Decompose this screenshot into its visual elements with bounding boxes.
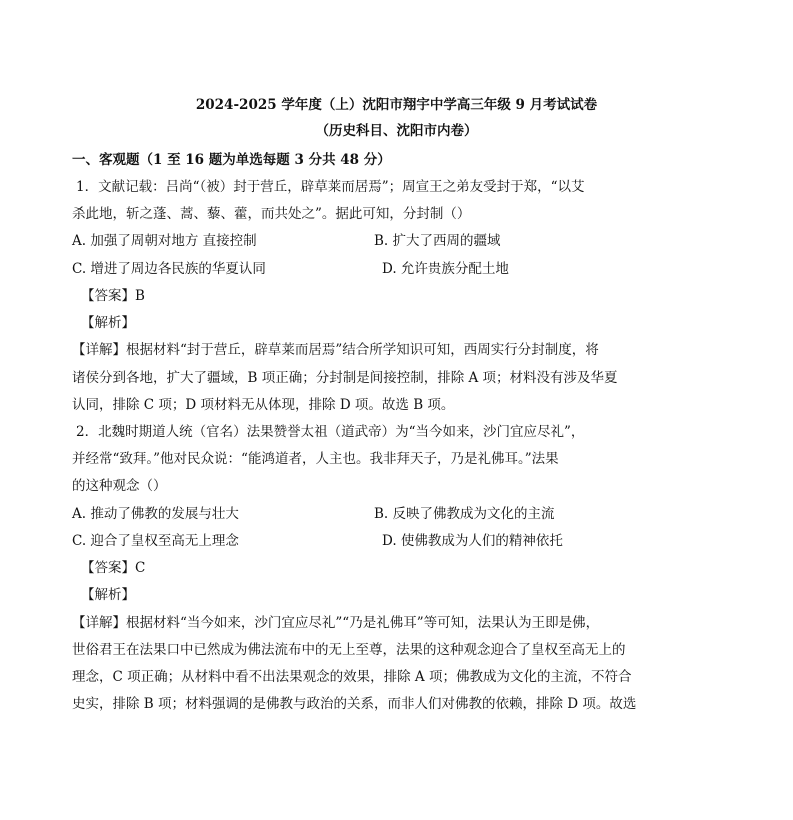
q2-option-b: B. 反映了佛教成为文化的主流 (374, 506, 555, 522)
q2-option-a: A. 推动了佛教的发展与壮大 (72, 506, 239, 522)
q2-detail-line-3: 理念，C 项正确；从材料中看不出法果观念的效果，排除 A 项；佛教成为文化的主流，不符合 (72, 669, 632, 685)
q1-detail-line-2: 诸侯分到各地，扩大了疆域，B 项正确；分封制是间接控制，排除 A 项；材料没有涉及华夏 (72, 370, 618, 386)
q2-stem-line-3: 的这种观念（） (72, 478, 167, 494)
q1-option-a: A. 加强了周朝对地方 直接控制 (72, 233, 257, 249)
q2-stem-line-1: 2．北魏时期道人统（官名）法果赞誉太祖（道武帝）为“当今如来，沙门宜应尽礼”， (76, 424, 585, 440)
q1-stem-line-1: 1．文献记载：吕尚“（被）封于营丘，辟草莱而居焉”；周宣王之弟友受封于郑，“以艾 (76, 179, 585, 195)
q1-answer: 【答案】B (81, 288, 145, 304)
q2-detail-line-2: 世俗君王在法果口中已然成为佛法流布中的无上至尊，法果的这种观念迎合了皇权至高无上的 (72, 642, 626, 658)
q1-detail-line-1: 【详解】根据材料“封于营丘，辟草莱而居焉”结合所学知识可知，西周实行分封制度，将 (72, 342, 599, 358)
exam-subtitle: （历史科目、沈阳市内卷） (315, 123, 478, 139)
exam-title: 2024-2025 学年度（上）沈阳市翔宇中学高三年级 9 月考试试卷 (195, 97, 598, 113)
q2-detail-line-1: 【详解】根据材料“当今如来，沙门宜应尽礼”“乃是礼佛耳”等可知，法果认为王即是佛， (72, 615, 600, 631)
q2-analysis-label: 【解析】 (81, 587, 135, 603)
q1-analysis-label: 【解析】 (81, 315, 135, 331)
q1-detail-line-3: 认同，排除 C 项；D 项材料无从体现，排除 D 项。故选 B 项。 (72, 397, 455, 413)
q1-option-b: B. 扩大了西周的疆域 (374, 233, 501, 249)
q1-option-d: D. 允许贵族分配土地 (382, 261, 509, 277)
q2-answer: 【答案】C (81, 560, 146, 576)
q2-detail-line-4: 史实，排除 B 项；材料强调的是佛教与政治的关系，而非人们对佛教的依赖，排除 D 项。故选 (72, 696, 637, 712)
q2-stem-line-2: 并经常“致拜。”他对民众说：“能鸿道者，人主也。我非拜天子，乃是礼佛耳。”法果 (72, 451, 559, 467)
q2-option-c: C. 迎合了皇权至高无上理念 (72, 533, 239, 549)
q2-option-d: D. 使佛教成为人们的精神依托 (382, 533, 563, 549)
q1-stem-line-2: 杀此地，斩之蓬、蒿、藜、藿，而共处之”。据此可知，分封制（） (72, 206, 471, 222)
section-heading: 一、客观题（1 至 16 题为单选每题 3 分共 48 分） (72, 152, 391, 168)
q1-option-c: C. 增进了周边各民族的华夏认同 (72, 261, 266, 277)
